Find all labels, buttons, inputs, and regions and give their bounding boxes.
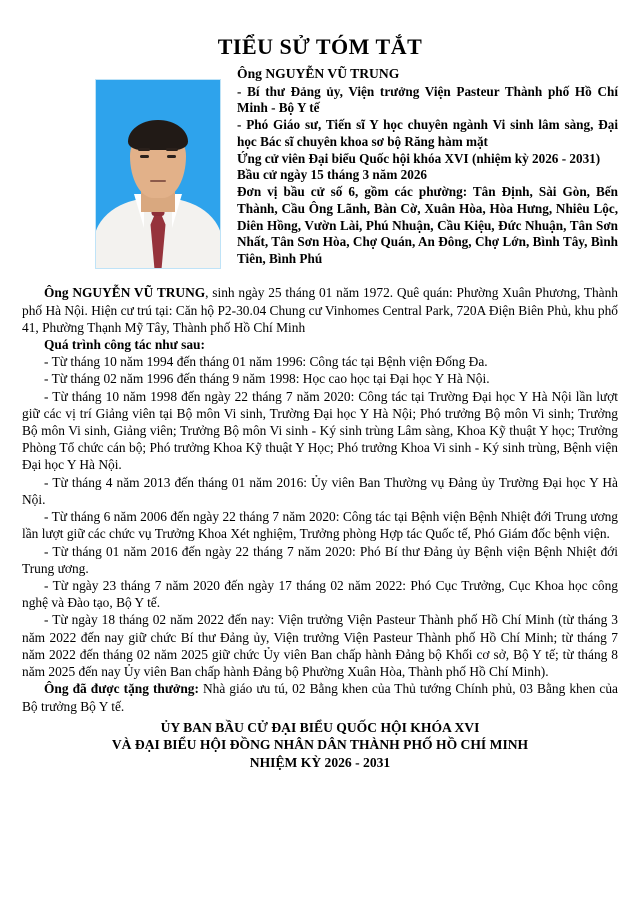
issuing-authority-footer [22, 719, 618, 772]
bio-personal-text: , sinh ngày 25 tháng 01 năm 1972. Quê quán: Phường Xuân Phương, Thành phố Hà Nội. Hiện cư trú tại: Căn hộ P2-30.04 Chung cư Vinhomes Central Park, 720A Điện Biên Phủ, khu phố 41, Phường Thạnh Mỹ Tây, Thành phố Hồ Chí Minh [22, 285, 618, 335]
intro-position-line: - Bí thư Đảng ủy, Viện trưởng Viện Pasteur Thành phố Hồ Chí Minh - Bộ Y tế [237, 83, 618, 116]
career-item: - Từ tháng 10 năm 1994 đến tháng 01 năm 1996: Công tác tại Bệnh viện Đống Đa. [44, 354, 488, 370]
candidate-name: Ông NGUYỄN VŨ TRUNG [237, 66, 400, 82]
awards-text: Nhà giáo ưu tú, 02 Bằng khen của Thủ tướng Chính phủ, 03 Bằng khen của Bộ trưởng Bộ Y tế. [22, 681, 618, 714]
career-item: - Từ tháng 01 năm 2016 đến ngày 22 tháng 7 năm 2020: Phó Bí thư Đảng ủy Bệnh viện Bệnh Nhiệt đới Trung ương. [22, 543, 618, 576]
career-item: - Từ tháng 6 năm 2006 đến ngày 22 tháng 7 năm 2020: Công tác tại Bệnh viện Bệnh Nhiệt đới Trung ương lần lượt giữ các chức vụ Trưởng Khoa Xét nghiệm, Trưởng phòng Hợp tác Quốc tế, Phó Giám đốc bệnh viện. [22, 509, 618, 542]
portrait-eyebrow-right [166, 148, 178, 151]
footer-line-3: NHIỆM KỲ 2026 - 2031 [249, 755, 391, 771]
personal-info-paragraph [22, 284, 618, 336]
portrait-mouth [150, 180, 166, 182]
portrait-hair [128, 120, 188, 150]
candidate-portrait-photo [95, 79, 221, 269]
career-item: - Từ tháng 10 năm 1998 đến ngày 22 tháng 7 năm 2020: Công tác tại Trường Đại học Y Hà Nội lần lượt giữ các vị trí Giảng viên tại Bộ môn Vi sinh, Trường Đại học Y Hà Nội; Phó trưởng Bộ môn Vi sinh; Trưởng Bộ môn Vi sinh, Giảng viên; Trưởng Bộ môn Vi sinh - Ký sinh trùng Lâm sàng, Khoa Kỹ thuật Y học; Trưởng Phòng Tổ chức cán bộ; Phó trưởng Khoa Kỹ thuật Y Học; Phó trưởng Khoa Vi sinh - Ký sinh trùng, Bệnh viện Đại học Y Hà Nội. [22, 388, 618, 473]
intro-candidacy-line: Ứng cử viên Đại biểu Quốc hội khóa XVI (nhiệm kỳ 2026 - 2031) [237, 150, 601, 166]
intro-election-date-line: Bầu cử ngày 15 tháng 3 năm 2026 [237, 167, 428, 183]
career-item: - Từ ngày 23 tháng 7 năm 2020 đến ngày 17 tháng 02 năm 2022: Phó Cục Trưởng, Cục Khoa học công nghệ và Đào tạo, Bộ Y tế. [22, 578, 618, 611]
awards-label: Ông đã được tặng thưởng: [44, 681, 199, 697]
footer-line-1: ỦY BAN BẦU CỬ ĐẠI BIỂU QUỐC HỘI KHÓA XVI [160, 719, 480, 735]
career-heading-label: Quá trình công tác như sau: [44, 336, 205, 352]
intro-qualification-line: - Phó Giáo sư, Tiến sĩ Y học chuyên ngành Vi sinh lâm sàng, Đại học Bác sĩ chuyên khoa sơ bộ Răng hàm mặt [237, 117, 618, 149]
portrait-eye-right [167, 155, 176, 158]
header-block [22, 65, 618, 280]
career-item: - Từ tháng 02 năm 1996 đến tháng 9 năm 1998: Học cao học tại Đại học Y Hà Nội. [44, 371, 490, 387]
portrait-eye-left [140, 155, 149, 158]
candidate-intro [237, 65, 618, 268]
career-heading [22, 336, 618, 353]
biography-body [22, 284, 618, 714]
portrait-eyebrow-left [138, 148, 150, 151]
career-item: - Từ ngày 18 tháng 02 năm 2022 đến nay: Viện trưởng Viện Pasteur Thành phố Hồ Chí Minh (từ tháng 3 năm 2022 đến nay giữ chức Bí thư Đảng ủy, Viện trưởng Viện Pasteur Thành phố Hồ Chí Minh; từ tháng 7 năm 2022 đến tháng 02 năm 2025 giữ chức Ủy viên Ban chấp hành Đảng bộ Khối cơ sở, Bộ Y tế; từ tháng 8 năm 2025 đến nay Ủy viên Ban chấp hành Đảng bộ Phường Xuân Hòa, Thành phố Hồ Chí Minh). [22, 612, 618, 680]
page-title: TIỂU SỬ TÓM TẮT [217, 34, 423, 59]
career-item: - Từ tháng 4 năm 2013 đến tháng 01 năm 2016: Ủy viên Ban Thường vụ Đảng ủy Trường Đại học Y Hà Nội. [22, 474, 618, 507]
footer-line-2: VÀ ĐẠI BIỂU HỘI ĐỒNG NHÂN DÂN THÀNH PHỐ HỒ CHÍ MINH [111, 737, 529, 753]
awards-paragraph [22, 680, 618, 714]
intro-constituency-line: Đơn vị bầu cử số 6, gồm các phường: Tân Định, Sài Gòn, Bến Thành, Cầu Ông Lãnh, Bàn Cờ, Xuân Hòa, Hòa Hưng, Nhiêu Lộc, Diên Hồng, Vườn Lài, Phú Nhuận, Cầu Kiệu, Đức Nhuận, Tân Sơn Nhất, Tân Sơn Hòa, Chợ Quán, An Đông, Chợ Lớn, Bình Tây, Bình Tiên, Bình Phú [237, 184, 618, 267]
bio-name-bold: Ông NGUYỄN VŨ TRUNG [44, 285, 206, 301]
